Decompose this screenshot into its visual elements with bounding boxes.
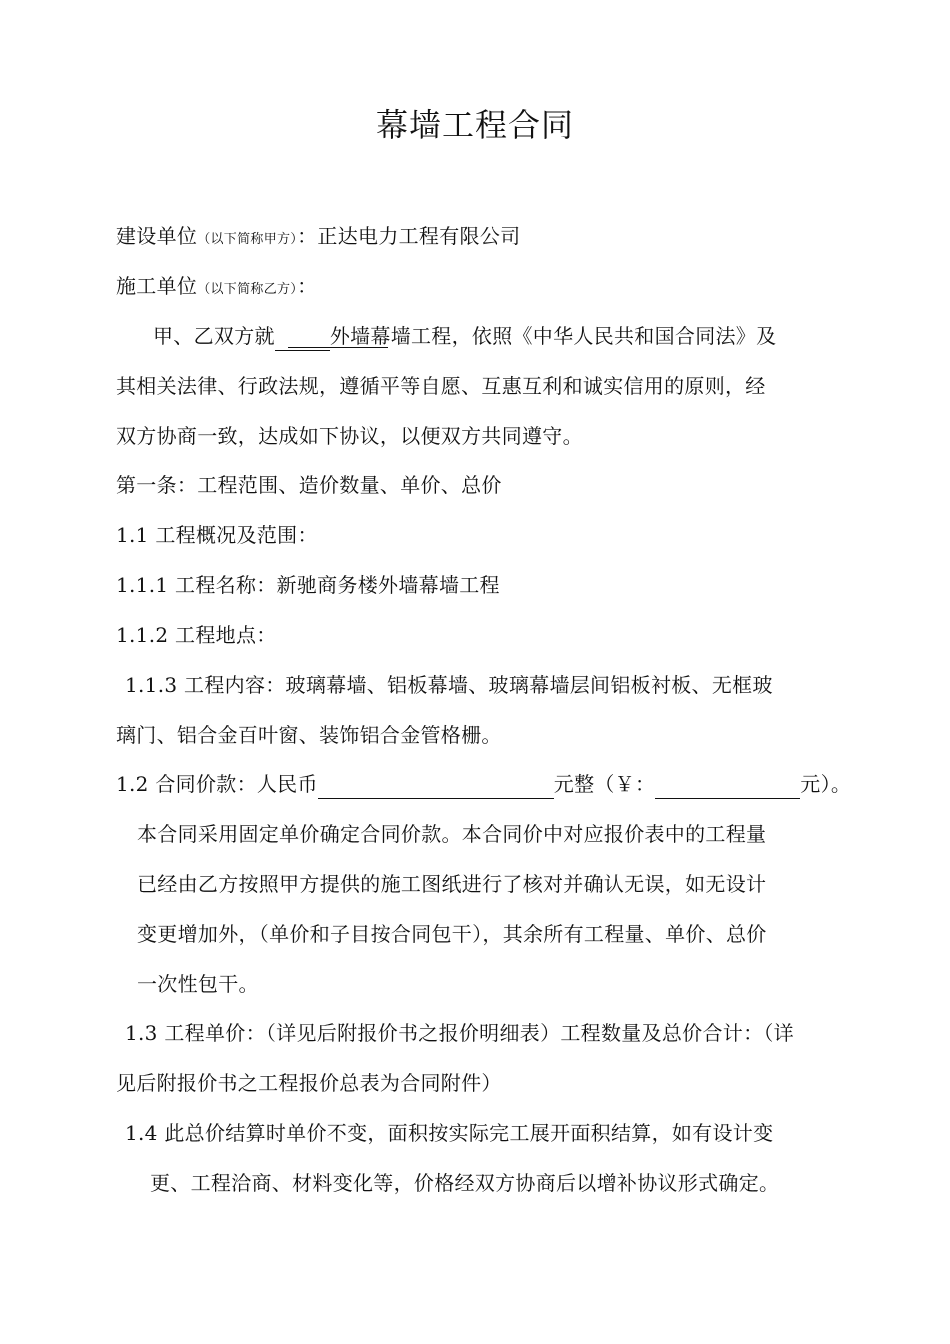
rmb-amount-blank	[318, 772, 554, 799]
section-1-4-b: 更、工程洽商、材料变化等，价格经双方协商后以增补协议形式确定。	[150, 1171, 780, 1195]
section-1-3-a: 1.3 工程单价：（详见后附报价书之报价明细表）工程数量及总价合计：（详	[125, 1021, 794, 1045]
intro-underline	[288, 347, 388, 348]
price-label: 1.2 合同价款：人民币	[116, 772, 318, 796]
price-end: 元）。	[800, 772, 852, 796]
section-1-2-price-line	[116, 769, 851, 799]
intro-lead: 甲、乙双方就	[153, 324, 275, 348]
intro-underlined: 外墙幕墙工程，依照《中华人民共和国合同法》及	[329, 324, 777, 348]
yen-amount-blank	[655, 772, 800, 799]
section-1-1-3-b: 璃门、铝合金百叶窗、装饰铝合金管格栅。	[116, 723, 502, 747]
contractor-label: 施工单位	[116, 274, 198, 298]
section-1-1-2: 1.1.2 工程地点：	[116, 623, 277, 647]
contractor-line	[116, 271, 317, 305]
owner-line	[116, 221, 520, 255]
contractor-note: （以下简称乙方）	[197, 282, 298, 297]
owner-label: 建设单位	[116, 224, 198, 248]
owner-note: （以下简称甲方）	[197, 232, 298, 247]
section-1-2-para-4: 一次性包干。	[137, 972, 259, 996]
intro-line-1	[153, 321, 776, 351]
intro-line-2: 其相关法律、行政法规，遵循平等自愿、互惠互利和诚实信用的原则，经	[116, 374, 766, 398]
section-1-2-para-1: 本合同采用固定单价确定合同价款。本合同价中对应报价表中的工程量	[137, 822, 767, 846]
section-1-4-a: 1.4 此总价结算时单价不变，面积按实际完工展开面积结算，如有设计变	[125, 1121, 774, 1145]
section-1-1: 1.1 工程概况及范围：	[116, 523, 318, 547]
document-title: 幕墙工程合同	[375, 106, 574, 144]
owner-name: 正达电力工程有限公司	[317, 224, 521, 248]
owner-colon: ：	[297, 224, 318, 248]
price-unit: 元整（￥：	[553, 772, 656, 796]
section-1-1-3-a: 1.1.3 工程内容：玻璃幕墙、铝板幕墙、玻璃幕墙层间铝板衬板、无框玻	[125, 673, 773, 697]
section-1-1-1: 1.1.1 工程名称：新驰商务楼外墙幕墙工程	[116, 573, 500, 597]
section-1-2-para-3: 变更增加外，（单价和子目按合同包干），其余所有工程量、单价、总价	[137, 922, 767, 946]
article-1-heading: 第一条：工程范围、造价数量、单价、总价	[116, 473, 502, 497]
section-1-2-para-2: 已经由乙方按照甲方提供的施工图纸进行了核对并确认无误，如无设计	[137, 872, 767, 896]
section-1-3-b: 见后附报价书之工程报价总表为合同附件）	[116, 1071, 502, 1095]
intro-line-3: 双方协商一致，达成如下协议，以便双方共同遵守。	[116, 424, 583, 448]
contractor-colon: ：	[297, 274, 318, 298]
